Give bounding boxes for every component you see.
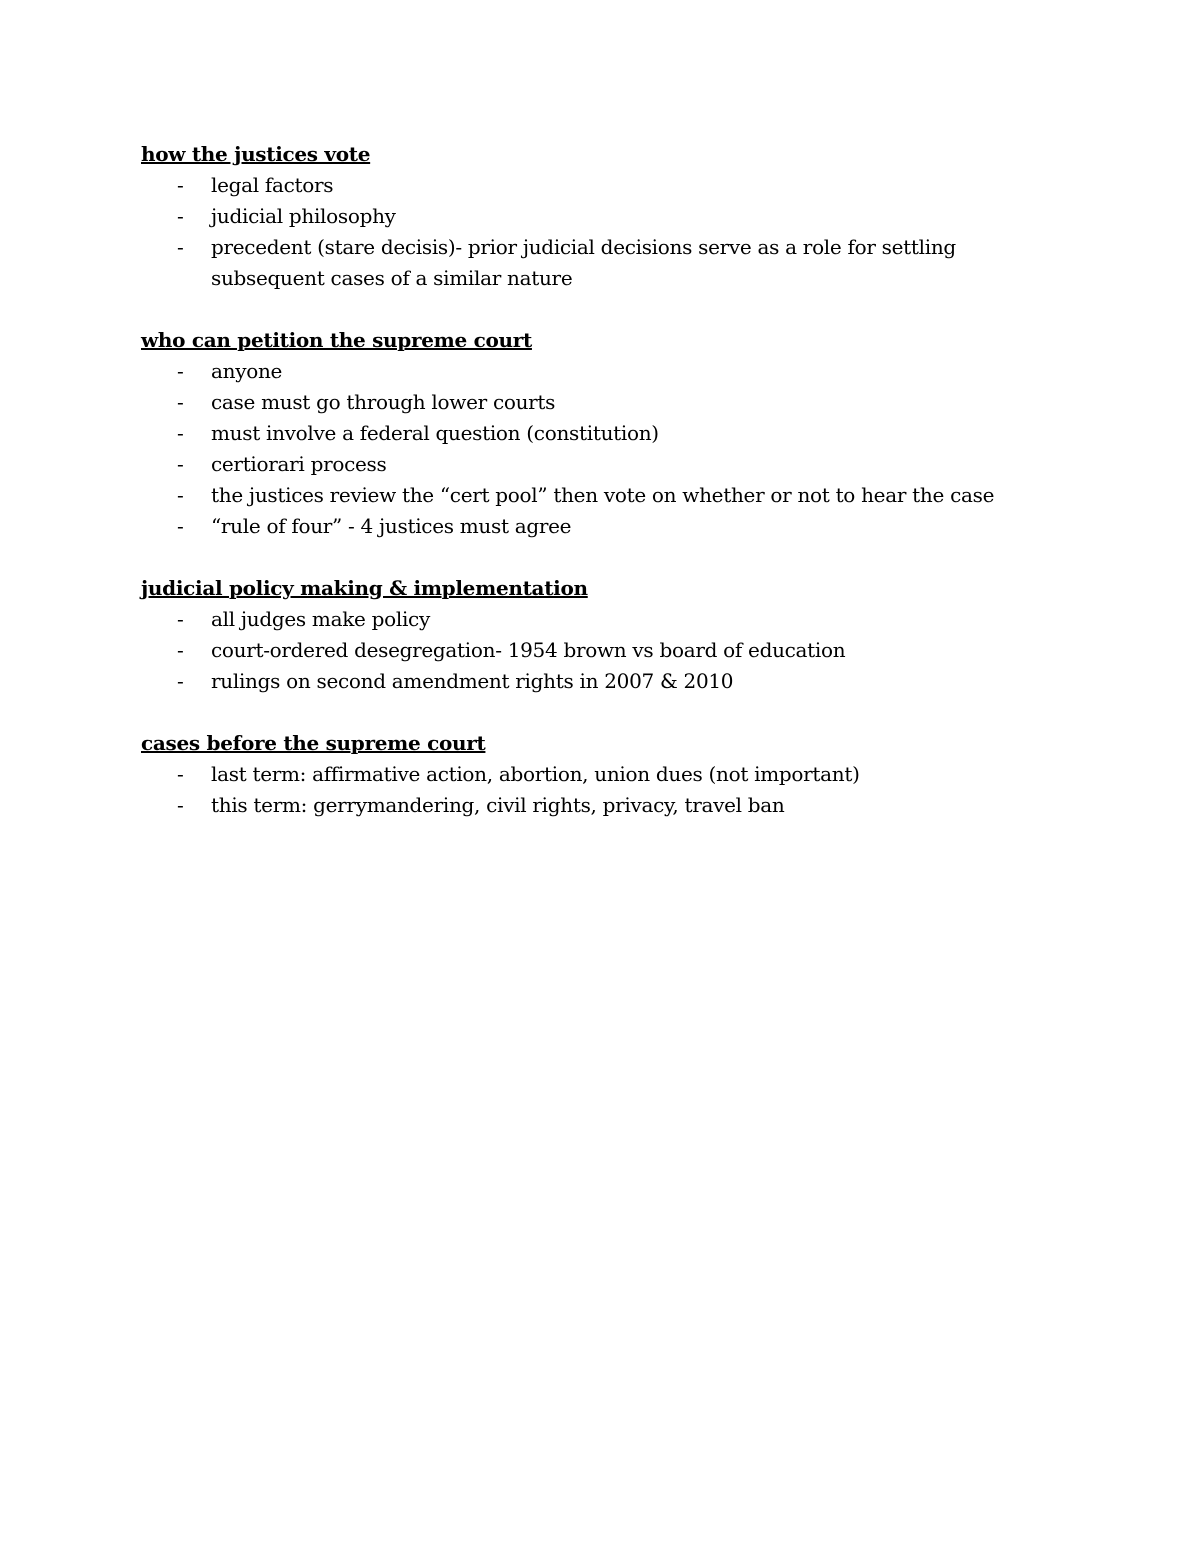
list-item	[141, 418, 1061, 449]
bullet-dash: -	[177, 638, 184, 662]
section-how-justices-vote	[141, 139, 1061, 294]
list-item	[141, 201, 1061, 232]
list-item-text: precedent (stare decisis)- prior judicial decisions serve as a role for settling subsequent cases of a similar nature	[211, 235, 956, 290]
list-item-text: all judges make policy	[211, 607, 430, 631]
bullet-dash: -	[177, 173, 184, 197]
list-item	[141, 666, 1061, 697]
list-item-text: court-ordered desegregation- 1954 brown vs board of education	[211, 638, 846, 662]
section-heading: judicial policy making & implementation	[141, 576, 588, 600]
list-item-text: legal factors	[211, 173, 334, 197]
list-item-text: certiorari process	[211, 452, 387, 476]
section-heading: how the justices vote	[141, 142, 371, 166]
bullet-dash: -	[177, 669, 184, 693]
list-item-text: last term: affirmative action, abortion, union dues (not important)	[211, 762, 860, 786]
bullet-dash: -	[177, 452, 184, 476]
bullet-dash: -	[177, 390, 184, 414]
list-item-text: must involve a federal question (constitution)	[211, 421, 659, 445]
list-item-text: anyone	[211, 359, 283, 383]
list-item-text: “rule of four” - 4 justices must agree	[211, 514, 572, 538]
list-item	[141, 511, 1061, 542]
list-item	[141, 790, 1061, 821]
list-item	[141, 387, 1061, 418]
list-item-text: this term: gerrymandering, civil rights, privacy, travel ban	[211, 793, 785, 817]
list-item-text: rulings on second amendment rights in 2007 & 2010	[211, 669, 734, 693]
bullet-dash: -	[177, 204, 184, 228]
list-item	[141, 356, 1061, 387]
section-judicial-policy	[141, 573, 1061, 697]
bullet-dash: -	[177, 359, 184, 383]
bullet-dash: -	[177, 607, 184, 631]
list-item-text: the justices review the “cert pool” then vote on whether or not to hear the case	[211, 483, 995, 507]
list-item-text: case must go through lower courts	[211, 390, 556, 414]
list-item	[141, 232, 1061, 294]
section-heading: who can petition the supreme court	[141, 328, 532, 352]
section-heading: cases before the supreme court	[141, 731, 486, 755]
bullet-dash: -	[177, 421, 184, 445]
bullet-dash: -	[177, 235, 184, 259]
list-item-text: judicial philosophy	[211, 204, 396, 228]
bullet-dash: -	[177, 793, 184, 817]
list-item	[141, 759, 1061, 790]
bullet-dash: -	[177, 514, 184, 538]
list-item	[141, 170, 1061, 201]
section-who-can-petition	[141, 325, 1061, 542]
list-item	[141, 635, 1061, 666]
bullet-dash: -	[177, 483, 184, 507]
bullet-dash: -	[177, 762, 184, 786]
list-item	[141, 480, 1061, 511]
document-content	[141, 139, 1061, 852]
section-cases-before-court	[141, 728, 1061, 821]
list-item	[141, 604, 1061, 635]
list-item	[141, 449, 1061, 480]
